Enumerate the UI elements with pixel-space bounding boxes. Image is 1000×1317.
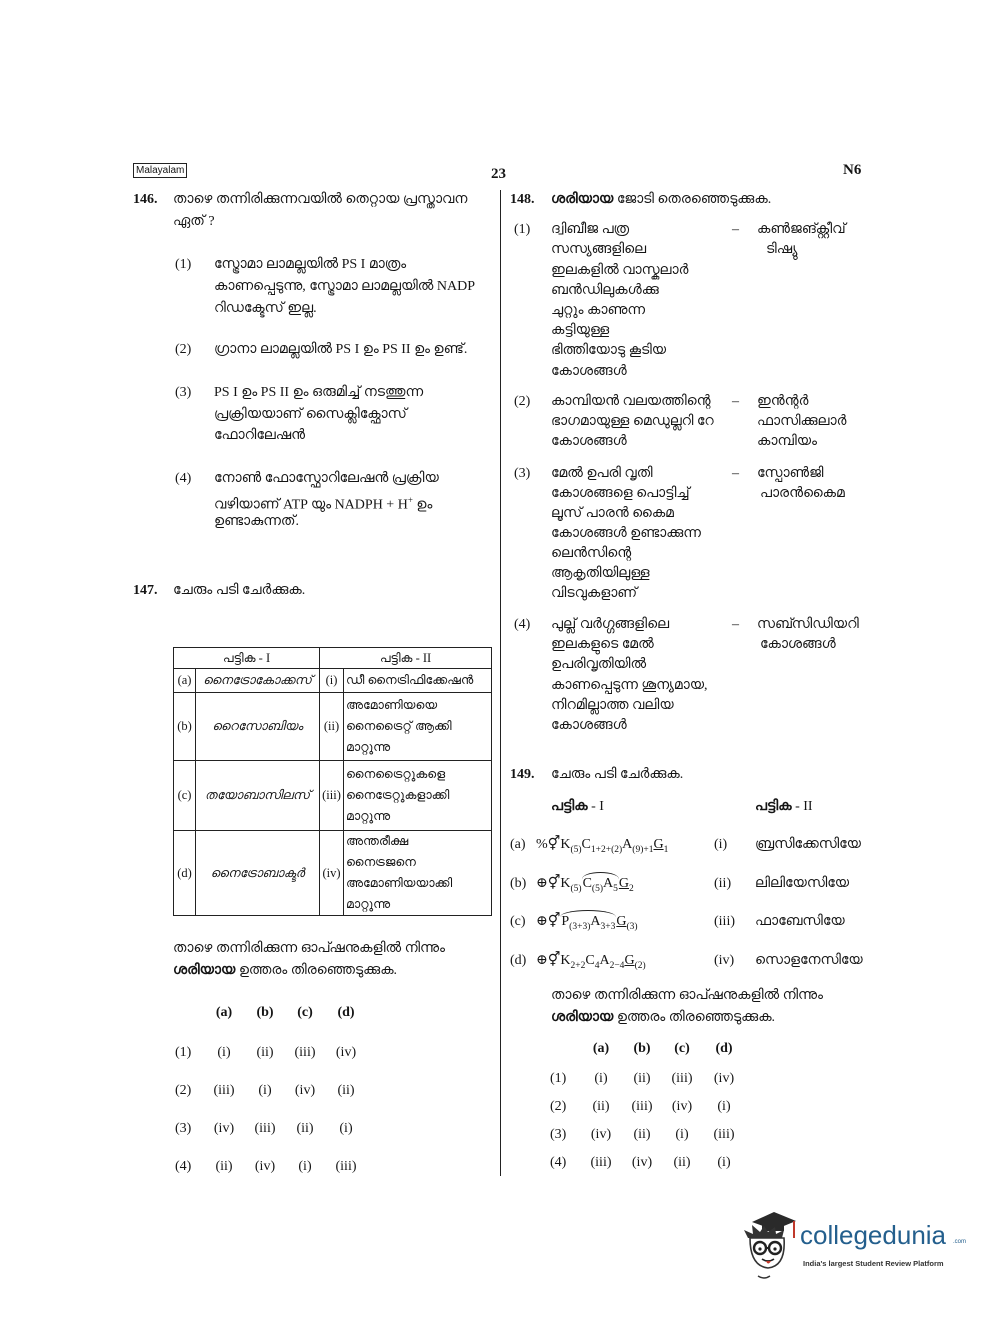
row-label: (c) <box>174 761 196 831</box>
language-label: Malayalam <box>133 163 187 178</box>
table-row <box>174 669 492 693</box>
family-name: ലിലിയേസിയേ <box>755 876 850 891</box>
option-left-text: ഭാഗമായുള്ള മെഡുല്ലറി റേ <box>551 414 714 429</box>
instruction-text <box>173 962 397 980</box>
description-line: മാറ്റുന്നു <box>346 740 391 754</box>
option-left-text: കോശങ്ങൾ <box>551 364 627 379</box>
pair-dash: – <box>732 222 739 237</box>
answer-value: (iv) <box>631 1155 653 1170</box>
row-label: (ii) <box>320 693 344 761</box>
answer-value: (iv) <box>294 1083 316 1098</box>
organism-name: തയോബാസിലസ് <box>196 761 320 831</box>
formula-symbols: ⊕⚥ <box>536 876 561 891</box>
question-number: 149. <box>510 767 535 782</box>
answer-value: (iv) <box>671 1099 693 1114</box>
option-right-text: ഫാസിക്കുലാർ <box>757 414 847 429</box>
column-header <box>755 798 813 816</box>
option-left-text: മേൽ ഉപരി വൃതി <box>551 466 653 481</box>
option-number: (3) <box>514 466 531 481</box>
option-left-text: ഉപരിവൃതിയിൽ <box>551 657 647 672</box>
option-right-text: കാമ്പിയം <box>757 434 817 449</box>
option-left-text: കാണപ്പെടുന്ന ശൂന്യമായ, <box>551 678 708 693</box>
row-label: (a) <box>174 669 196 693</box>
question-text <box>551 191 771 209</box>
option-text-main: വഴിയാണ് ATP യും NADPH + H <box>214 497 408 513</box>
option-number: (4) <box>514 617 531 632</box>
option-text: PS I ഉം PS II ഉം ഒരുമിച്ച് നടത്തുന്ന <box>214 385 424 400</box>
instruction-text: താഴെ തന്നിരിക്കുന്ന ഓപ്ഷനുകളിൽ നിന്നും <box>551 988 823 1003</box>
process-description <box>344 669 492 693</box>
option-left-text: ഇലകളുടെ മേൽ <box>551 637 654 652</box>
epipetalous-arc <box>582 872 619 895</box>
question-number: 147. <box>133 583 158 598</box>
option-text: ഫോറിലേഷൻ <box>214 428 306 443</box>
row-label: (a) <box>510 837 526 852</box>
formula-subscript: (9)+1 <box>632 845 654 855</box>
answer-value: (iii) <box>254 1121 276 1136</box>
option-number: (2) <box>175 342 192 357</box>
option-left-text: ചുറ്റും കാണുന്ന <box>551 303 646 318</box>
logo-wordmark: collegedunia <box>800 1220 947 1250</box>
option-text <box>214 491 432 515</box>
answer-value: (i) <box>217 1045 231 1060</box>
answer-value: (iii) <box>335 1159 357 1174</box>
option-left-text: ലെൻസിന്റെ <box>551 546 632 561</box>
option-text: പ്രക്രിയയാണ് സൈക്ലിക്ഫോസ് <box>214 407 407 422</box>
answer-column-header: (b) <box>633 1041 651 1056</box>
formula-subscript: 2−4 <box>609 961 625 971</box>
process-description <box>344 831 492 916</box>
option-number: (4) <box>175 471 192 486</box>
page-number: 23 <box>491 166 506 182</box>
option-left-text: പുല്ല് വർഗ്ഗങ്ങളിലെ <box>551 617 670 632</box>
description-line: അമോണിയയാക്കി <box>346 876 453 890</box>
column-header-rest: - I <box>587 799 604 814</box>
option-number: (1) <box>514 222 531 237</box>
formula-subscript: (3+3) <box>569 922 591 932</box>
formula-letter: P <box>561 914 570 929</box>
question-text: ഏത് ? <box>173 214 215 229</box>
family-name: സൊളനേസിയേ <box>755 953 863 968</box>
instruction-rest: ഉത്തരം തിരഞ്ഞെടുക്കുക. <box>613 1010 776 1025</box>
option-text-tail: ഉം <box>412 497 433 513</box>
row-label: (b) <box>510 876 527 891</box>
row-label: (c) <box>510 914 526 929</box>
option-text: ഗ്രാനാ ലാമല്ലയിൽ PS I ഉം PS II ഉം ഉണ്ട്. <box>214 342 468 357</box>
question-number: 146. <box>133 192 158 207</box>
emphasis-text: ശരിയായ <box>173 963 236 978</box>
answer-value: (iii) <box>671 1071 693 1086</box>
formula-letter: C <box>582 876 592 891</box>
description-line: മാറ്റുന്നു <box>346 809 391 823</box>
answer-column-header: (c) <box>674 1041 690 1056</box>
logo-domain-suffix: .com <box>953 1239 967 1245</box>
formula-letter: K <box>560 953 571 968</box>
formula-letter: G <box>616 914 627 929</box>
table-row <box>174 761 492 831</box>
answer-value: (iii) <box>590 1155 612 1170</box>
option-number: (1) <box>175 257 192 272</box>
formula-subscript: (2) <box>634 961 646 971</box>
row-label: (iii) <box>320 761 344 831</box>
organism-name: നൈട്രോബാക്ടർ <box>196 831 320 916</box>
formula-symbols: ⊕⚥ <box>536 953 561 968</box>
formula-subscript: 2 <box>629 884 634 894</box>
option-left-text: കോശങ്ങൾ ഉണ്ടാക്കുന്ന <box>551 526 701 541</box>
answer-option-number: (4) <box>175 1159 192 1174</box>
column-header-bold: പട്ടിക <box>755 799 792 814</box>
instruction-text <box>551 1009 775 1027</box>
answer-value: (iv) <box>213 1121 235 1136</box>
option-left-text: ആകൃതിയിലുള്ള <box>551 566 650 581</box>
answer-value: (iv) <box>335 1045 357 1060</box>
answer-value: (ii) <box>215 1159 233 1174</box>
option-number: (2) <box>514 394 531 409</box>
option-left-text: ബൻഡിലുകൾക്കു <box>551 283 659 298</box>
row-label: (d) <box>174 831 196 916</box>
table-row <box>174 693 492 761</box>
option-left-text: ഇലകളിൽ വാസ്കുലാർ <box>551 263 689 278</box>
family-name: ഫാബേസിയേ <box>755 914 845 929</box>
description-line: അന്തരീക്ഷ <box>346 834 409 848</box>
mascot-icon <box>742 1208 798 1284</box>
formula-subscript: 3+3 <box>600 922 616 932</box>
answer-value: (i) <box>298 1159 312 1174</box>
option-left-text: ലൂസ് പാരൻ കൈമ <box>551 506 674 521</box>
option-text: ഉണ്ടാകുന്നത്. <box>214 514 300 529</box>
description-line: മാറ്റുന്നു <box>346 897 391 911</box>
floral-formula <box>536 835 668 856</box>
answer-option-number: (2) <box>550 1099 567 1114</box>
row-label: (b) <box>174 693 196 761</box>
description-line: നൈട്രജനെ <box>346 855 416 869</box>
formula-symbols: ⊕⚥ <box>536 914 561 929</box>
formula-letter: G <box>618 876 629 891</box>
formula-subscript: 5 <box>613 884 618 894</box>
row-label: (iv) <box>320 831 344 916</box>
formula-subscript: 4 <box>594 961 600 971</box>
answer-value: (ii) <box>673 1155 691 1170</box>
floral-formula <box>536 912 638 933</box>
emphasis-text: ശരിയായ <box>551 1010 614 1025</box>
column-header: പട്ടിക - I <box>174 648 320 669</box>
description-line: അമോണിയയെ <box>346 698 438 712</box>
answer-value: (ii) <box>592 1099 610 1114</box>
answer-value: (i) <box>717 1155 731 1170</box>
formula-letter: G <box>653 837 664 852</box>
answer-value: (iii) <box>213 1083 235 1098</box>
logo-tagline: India's largest Student Review Platform <box>803 1259 944 1268</box>
option-left-text: സസ്യങ്ങളിലെ <box>551 242 647 257</box>
superscript: + <box>407 495 413 505</box>
row-roman: (i) <box>714 837 728 852</box>
answer-option-number: (1) <box>175 1045 192 1060</box>
formula-subscript: 1 <box>663 845 669 855</box>
row-roman: (ii) <box>714 876 732 891</box>
formula-subscript: (5) <box>570 845 582 855</box>
option-text: നോൺ ഫോസ്ഫോറിലേഷൻ പ്രക്രിയ <box>214 471 439 486</box>
option-right-text: ടിഷ്യു <box>766 242 798 257</box>
epiphyllous-arc <box>560 910 616 933</box>
formula-subscript: (5) <box>591 884 603 894</box>
option-text: സ്ട്രോമാ ലാമല്ലയിൽ PS I മാത്രം <box>214 257 407 272</box>
answer-option-number: (3) <box>175 1121 192 1136</box>
question-text: താഴെ തന്നിരിക്കുന്നവയിൽ തെറ്റായ പ്രസ്താവന <box>173 192 468 207</box>
answer-value: (iv) <box>590 1127 612 1142</box>
answer-value: (ii) <box>256 1045 274 1060</box>
option-left-text: ഭിത്തിയോടു കൂടിയ <box>551 343 667 358</box>
answer-value: (i) <box>717 1099 731 1114</box>
description-line: നൈട്രേറ്റുകളാക്കി <box>346 788 450 802</box>
organism-name: റൈസോബിയം <box>196 693 320 761</box>
column-divider <box>500 190 501 1176</box>
answer-value: (iii) <box>294 1045 316 1060</box>
description-line: നൈട്രൈറ്റുകളെ <box>346 767 446 781</box>
table-header-row <box>174 648 492 669</box>
question-text-rest: ജോടി തെരഞ്ഞെടുക്കുക. <box>613 192 772 207</box>
answer-value: (ii) <box>633 1071 651 1086</box>
answer-value: (i) <box>594 1071 608 1086</box>
answer-value: (iv) <box>713 1071 735 1086</box>
answer-value: (iv) <box>254 1159 276 1174</box>
organism-name: നൈട്രോകോക്കസ് <box>196 669 320 693</box>
answer-column-header: (b) <box>256 1005 274 1020</box>
answer-column-header: (c) <box>297 1005 313 1020</box>
question-text: ചേരും പടി ചേർക്കുക. <box>551 767 684 782</box>
formula-subscript: 1+2+(2) <box>590 845 623 855</box>
option-left-text: കോശങ്ങൾ <box>551 434 627 449</box>
answer-value: (ii) <box>633 1127 651 1142</box>
instruction-rest: ഉത്തരം തിരഞ്ഞെടുക്കുക. <box>235 963 398 978</box>
formula-letter: A <box>603 876 614 891</box>
answer-value: (iii) <box>631 1099 653 1114</box>
answer-value: (i) <box>258 1083 272 1098</box>
answer-value: (iii) <box>713 1127 735 1142</box>
row-roman: (iii) <box>714 914 735 929</box>
pair-dash: – <box>732 617 739 632</box>
process-description <box>344 761 492 831</box>
formula-letter: C <box>581 837 591 852</box>
formula-letter: C <box>585 953 595 968</box>
floral-formula <box>536 951 646 972</box>
pair-dash: – <box>732 466 739 481</box>
answer-value: (i) <box>339 1121 353 1136</box>
question-number: 148. <box>510 192 535 207</box>
option-right-text: സ്പോൺജി <box>757 466 824 481</box>
option-left-text: നിറമില്ലാത്ത വലിയ <box>551 698 674 713</box>
column-header-rest: - II <box>791 799 813 814</box>
answer-column-header: (a) <box>215 1005 233 1020</box>
row-label: (d) <box>510 953 527 968</box>
column-header-bold: പട്ടിക <box>551 799 588 814</box>
pair-dash: – <box>732 394 739 409</box>
family-name: ബ്രസിക്കേസിയേ <box>755 837 861 852</box>
match-table <box>173 647 492 916</box>
floral-formula <box>536 874 634 895</box>
formula-symbols: %⚥ <box>536 837 561 852</box>
emphasis-text: ശരിയായ <box>551 192 614 207</box>
column-header <box>551 798 604 816</box>
formula-subscript: 2+2 <box>570 961 586 971</box>
answer-column-header: (a) <box>592 1041 610 1056</box>
instruction-text: താഴെ തന്നിരിക്കുന്ന ഓപ്ഷനുകളിൽ നിന്നും <box>173 941 445 956</box>
process-description <box>344 693 492 761</box>
option-left-text: വിടവുകളാണ് <box>551 586 638 601</box>
answer-value: (ii) <box>337 1083 355 1098</box>
question-text: ചേരും പടി ചേർക്കുക. <box>173 583 306 598</box>
answer-column-header: (d) <box>337 1005 355 1020</box>
answer-option-number: (2) <box>175 1083 192 1098</box>
formula-subscript: (3) <box>626 922 638 932</box>
option-right-text: ഇൻന്റർ <box>757 394 809 409</box>
formula-letter: A <box>590 914 601 929</box>
option-right-text: പാരൻകൈമ <box>760 486 845 501</box>
option-left-text: ദ്വിബീജ പത്ര <box>551 222 630 237</box>
answer-option-number: (1) <box>550 1071 567 1086</box>
column-header: പട്ടിക - II <box>320 648 492 669</box>
row-label: (i) <box>320 669 344 693</box>
description-line: ഡീ നൈട്രിഫിക്കേഷൻ <box>346 673 474 687</box>
option-left-text: കട്ടിയുള്ള <box>551 323 610 338</box>
option-right-text: സബ്സിഡിയറി <box>757 617 859 632</box>
formula-letter: K <box>560 837 571 852</box>
formula-letter: A <box>599 953 610 968</box>
answer-option-number: (4) <box>550 1155 567 1170</box>
option-right-text: കൺജങ്ക്റ്റീവ് <box>757 222 846 237</box>
option-left-text: കാമ്പിയൻ വലയത്തിന്റെ <box>551 394 711 409</box>
answer-value: (i) <box>675 1127 689 1142</box>
formula-letter: G <box>624 953 635 968</box>
answer-value: (ii) <box>296 1121 314 1136</box>
answer-column-header: (d) <box>715 1041 733 1056</box>
formula-subscript: (5) <box>570 884 582 894</box>
formula-letter: K <box>560 876 571 891</box>
option-text: കാണപ്പെടുന്നു, സ്ട്രോമാ ലാമല്ലയിൽ NADP <box>214 279 475 294</box>
option-text: റിഡക്ടേസ് ഇല്ല. <box>214 301 317 316</box>
option-left-text: കോശങ്ങൾ <box>551 718 627 733</box>
option-right-text: കോശങ്ങൾ <box>760 637 836 652</box>
table-row <box>174 831 492 916</box>
description-line: നൈട്രൈറ്റ് ആക്കി <box>346 719 452 733</box>
paper-code: N6 <box>843 162 862 178</box>
row-roman: (iv) <box>714 953 735 968</box>
formula-letter: A <box>622 837 633 852</box>
option-number: (3) <box>175 385 192 400</box>
option-left-text: കോശങ്ങളെ പൊട്ടിച്ച് <box>551 486 690 501</box>
answer-option-number: (3) <box>550 1127 567 1142</box>
